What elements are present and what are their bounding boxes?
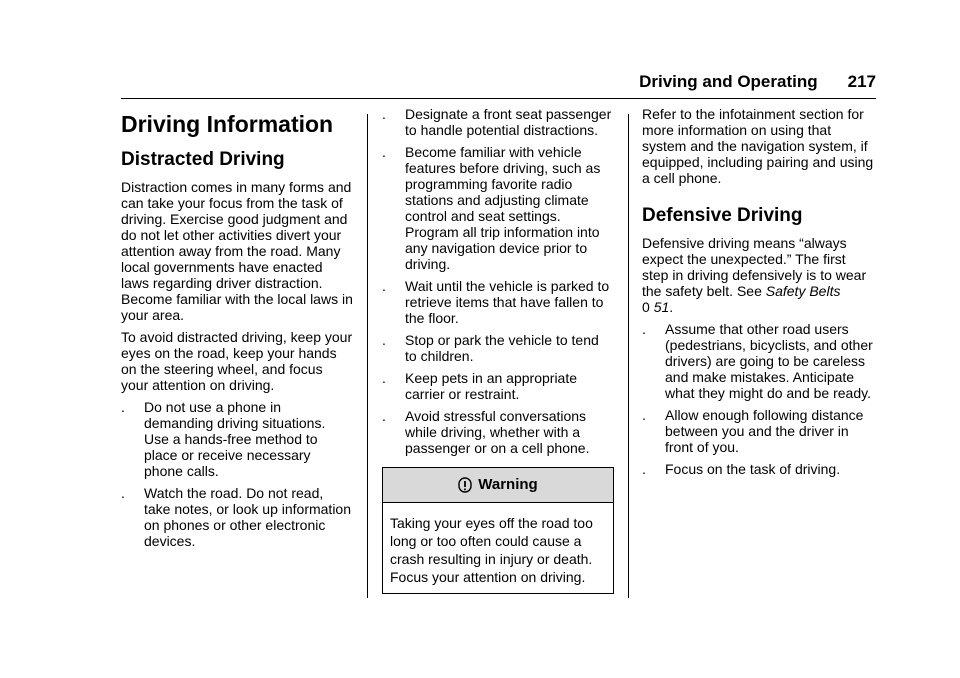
bullet-icon: . (382, 370, 386, 386)
list-item (642, 407, 874, 455)
paragraph-text: Defensive driving means “always expect the unexpected.” The first step in driving defensively is to wear the safety belt. See (642, 235, 867, 299)
list-item-text: Watch the road. Do not read, take notes, or look up information on phones or other electronic devices. (144, 485, 352, 549)
cross-reference-link[interactable]: Safety Belts (765, 283, 841, 299)
bullet-icon: . (382, 144, 386, 160)
section-heading-defensive-driving: Defensive Driving (642, 205, 803, 226)
column-2 (382, 106, 614, 594)
bullet-icon: . (642, 407, 646, 423)
paragraph: Defensive driving means “always expect the unexpected.” The first step in driving defensively is to wear the safety belt. See Safety Belts 0 51. (642, 235, 867, 315)
list-item-text: Avoid stressful conversations while driving, whether with a passenger or on a cell phone. (405, 408, 590, 456)
paragraph: To avoid distracted driving, keep your eyes on the road, keep your hands on the steering wheel, and focus your attention on driving. (121, 329, 353, 393)
column-divider-2 (628, 114, 629, 598)
bullet-icon: . (121, 485, 125, 501)
chapter-title: Driving Information (121, 111, 334, 137)
page-ref-icon: 0 (642, 299, 650, 315)
paragraph: Distraction comes in many forms and can take your focus from the task of driving. Exercise good judgment and do not let other activities divert your attention away from the road. Many local governments have enacted laws regarding driver distraction. Become familiar with the local laws in your area. (121, 179, 353, 323)
list-item-text: Become familiar with vehicle features before driving, such as programming favorite radio stations and adjusting climate control and seat settings. Program all trip information into any navigation device prior to driving. (405, 144, 601, 272)
column-3 (642, 106, 874, 483)
column-1 (121, 106, 353, 555)
bullet-icon: . (382, 278, 386, 294)
list-item-text: Focus on the task of driving. (665, 461, 841, 477)
warning-box (382, 467, 614, 594)
list-item-text: Keep pets in an appropriate carrier or restraint. (405, 370, 578, 402)
section-heading-distracted-driving: Distracted Driving (121, 149, 285, 170)
list-item (382, 106, 614, 138)
bullet-list (121, 399, 353, 549)
paragraph: Refer to the infotainment section for more information on using that system and the navigation system, if equipped, including pairing and using a cell phone. (642, 106, 874, 186)
bullet-icon: . (382, 408, 386, 424)
list-item-text: Do not use a phone in demanding driving situations. Use a hands-free method to place or receive necessary phone calls. (144, 399, 326, 479)
bullet-icon: . (382, 332, 386, 348)
list-item (382, 278, 614, 326)
list-item (382, 332, 614, 364)
list-item-text: Designate a front seat passenger to handle potential distractions. (405, 106, 612, 138)
header-rule (121, 98, 876, 99)
list-item-text: Wait until the vehicle is parked to retrieve items that have fallen to the floor. (405, 278, 610, 326)
page-header (639, 72, 876, 92)
list-item-text: Stop or park the vehicle to tend to children. (405, 332, 599, 364)
warning-text: Taking your eyes off the road too long or too often could cause a crash resulting in injury or death. Focus your attention on driving. (390, 515, 593, 585)
warning-label: Warning (478, 476, 538, 493)
bullet-icon: . (642, 461, 646, 477)
warning-header (383, 468, 613, 503)
list-item (642, 461, 874, 477)
list-item (642, 321, 874, 401)
warning-icon (458, 477, 472, 493)
list-item (382, 370, 614, 402)
bullet-icon: . (642, 321, 646, 337)
page-number: 217 (847, 72, 876, 91)
bullet-icon: . (382, 106, 386, 122)
section-title: Driving and Operating (639, 72, 818, 91)
list-item (121, 399, 353, 479)
bullet-list (382, 106, 614, 456)
list-item (382, 144, 614, 272)
column-divider-1 (367, 114, 368, 598)
bullet-icon: . (121, 399, 125, 415)
list-item (121, 485, 353, 549)
list-item-text: Allow enough following distance between you and the driver in front of you. (665, 407, 864, 455)
page-reference[interactable]: 51 (653, 299, 670, 315)
list-item-text: Assume that other road users (pedestrians, bicyclists, and other drivers) are going to be careless and make mistakes. Anticipate what they might do and be ready. (665, 321, 873, 401)
list-item (382, 408, 614, 456)
bullet-list (642, 321, 874, 477)
